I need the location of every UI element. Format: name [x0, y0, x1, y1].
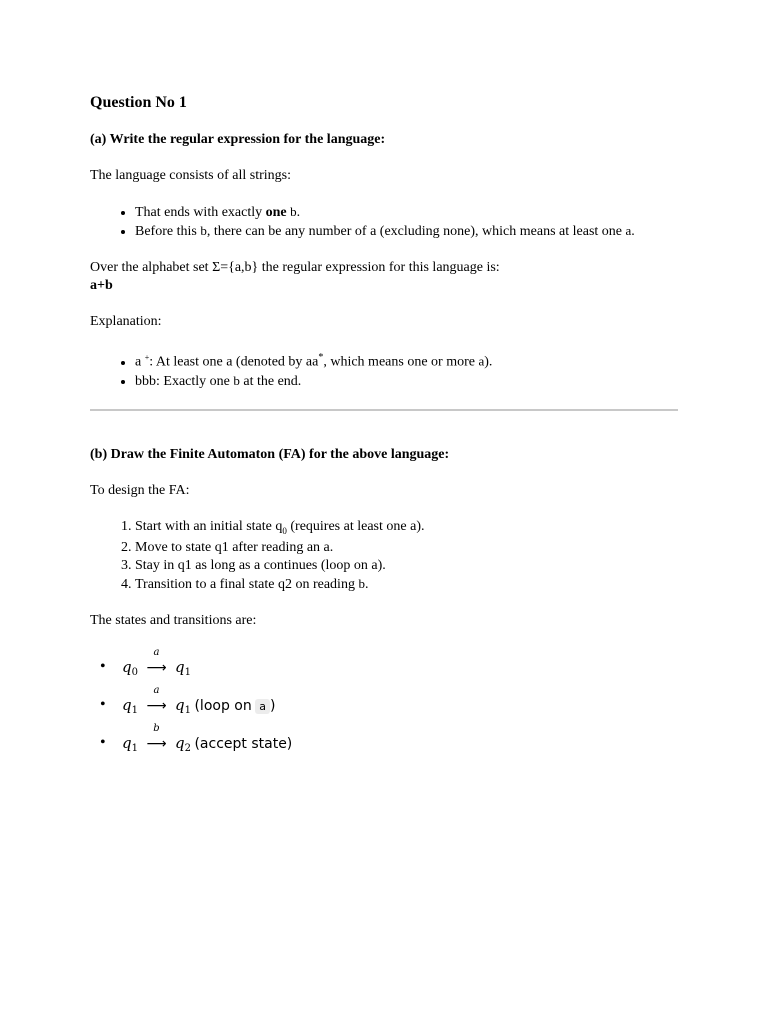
transition-arrow-icon: a ⟶	[146, 685, 167, 715]
alphabet-line: Over the alphabet set Σ={a,b} the regular expression for this language is:	[90, 260, 500, 275]
states-label: The states and transitions are:	[90, 613, 257, 629]
transition-note: (accept state)	[194, 736, 293, 753]
list-item: • a +: At least one a (denoted by aa*, which means one or more a).	[135, 349, 678, 372]
list-item: • Before this b, there can be any number of a (excluding none), which means at least one a.	[135, 222, 678, 241]
part-a-heading: (a) Write the regular expression for the language:	[90, 132, 386, 147]
list-item: • bbb: Exactly one b at the end.	[135, 372, 678, 391]
list-item: 2. Move to state q1 after reading an a.	[135, 539, 678, 557]
transition-note: (loop on	[194, 698, 252, 715]
transition-item: • $q_0$ a ⟶ $q_1$	[90, 648, 678, 686]
explanation-label: Explanation:	[90, 314, 162, 329]
transition-item: • $q_1$ b ⟶ $q_2$ (accept state)	[90, 724, 678, 762]
fa-steps-list	[90, 518, 678, 595]
part-a-bullet-list	[90, 203, 678, 241]
transition-arrow-icon: a ⟶	[146, 647, 167, 677]
list-item: 4. Transition to a final state q2 on reading b.	[135, 575, 678, 594]
regex-answer: a+b	[90, 278, 113, 293]
part-b-intro: To design the FA:	[90, 482, 190, 498]
list-item: • That ends with exactly one b.	[135, 203, 678, 222]
explanation-list	[90, 349, 678, 391]
part-b-heading: (b) Draw the Finite Automaton (FA) for the above language:	[90, 446, 450, 462]
inline-code: a	[255, 699, 270, 714]
list-item: 1. Start with an initial state $q_0$ (requires at least one a).	[135, 518, 678, 540]
part-a-intro: The language consists of all strings:	[90, 168, 292, 183]
question-title: Question No 1	[90, 94, 187, 111]
transition-arrow-icon: b ⟶	[146, 723, 167, 753]
transition-item: • $q_1$ a ⟶ $q_1$ (loop on a )	[90, 686, 678, 724]
list-item: 3. Stay in q1 as long as a continues (loop on a).	[135, 557, 678, 575]
transitions-list	[90, 648, 678, 762]
document-page	[90, 93, 678, 762]
